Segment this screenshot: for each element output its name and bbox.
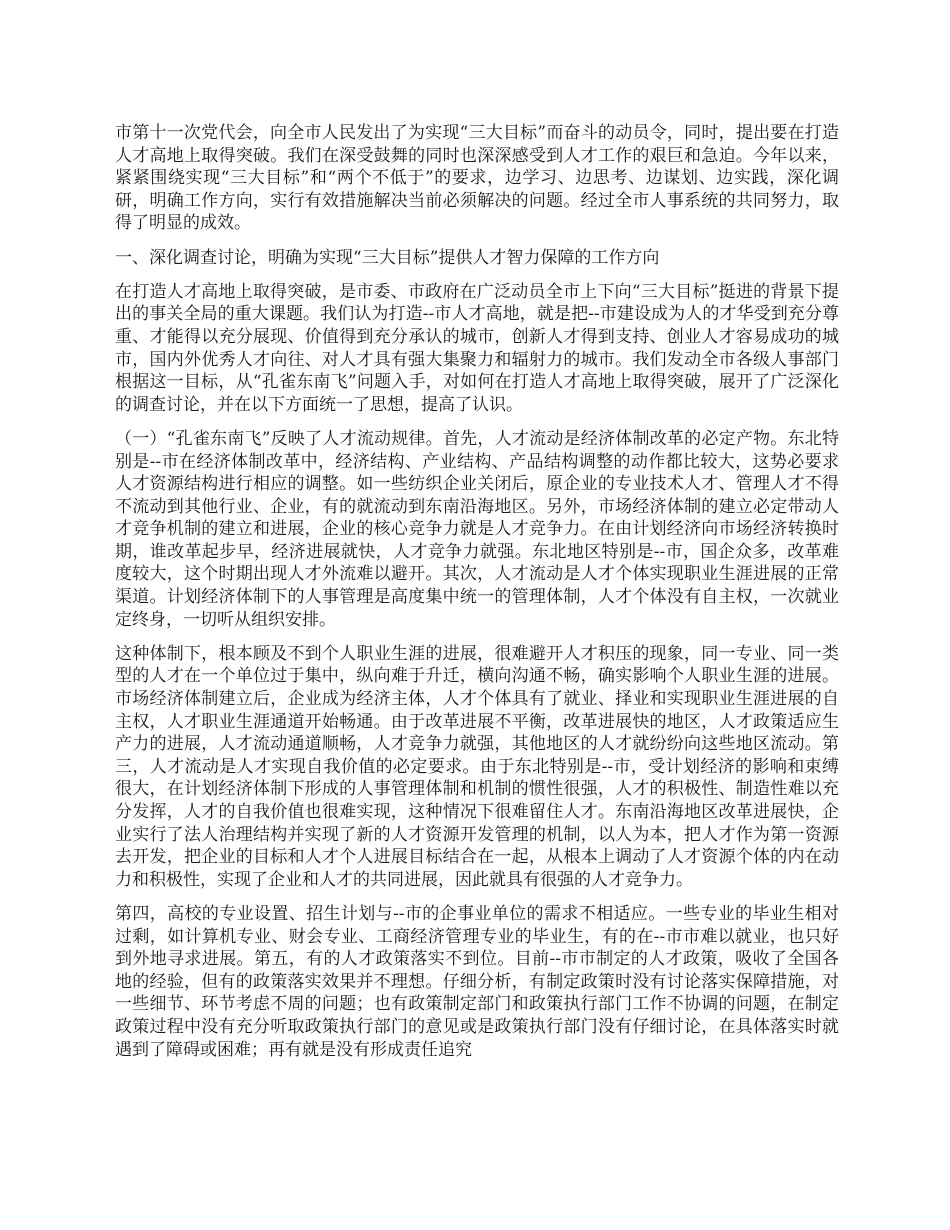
section-heading: 一、深化调查讨论，明确为实现“三大目标”提供人才智力保障的工作方向 — [115, 247, 660, 268]
body-paragraph: 第四，高校的专业设置、招生计划与--市的企事业单位的需求不相适应。一些专业的毕业生相对过剩，如计算机专业、财会专业、工商经济管理专业的毕业生，有的在--市市难以就业，也只好到外地寻求进展。第五，有的人才政策落实不到位。目前--市市制定的人才政策，吸收了全国各地的经验，但有的政策落实效果并不理想。仔细分析，有制定政策时没有讨论落实保障措施，对一些细节、环节考虑不周的问题；也有政策制定部门和政策执行部门工作不协调的问题，在制定政策过程中没有充分听取政策执行部门的意见或是政策执行部门没有仔细讨论，在具体落实时就遇到了障碍或困难；再有就是没有形成责任追究 — [115, 903, 839, 1060]
body-paragraph: 这种体制下，根本顾及不到个人职业生涯的进展，很难避开人才积压的现象，同一专业、同一类型的人才在一个单位过于集中，纵向难于升迁，横向沟通不畅，确实影响个人职业生涯的进展。市场经济体制建立后，企业成为经济主体，人才个体具有了就业、择业和实现职业生涯进展的自主权，人才职业生涯通道开始畅通。由于改革进展不平衡，改革进展快的地区，人才政策适应生产力的进展，人才流动通道顺畅，人才竞争力就强，其他地区的人才就纷纷向这些地区流动。第三，人才流动是人才实现自我价值的必定要求。由于东北特别是--市，受计划经济的影响和束缚很大，在计划经济体制下形成的人事管理体制和机制的惯性很强，人才的积极性、制造性难以充分发挥，人才的自我价值也很难实现，这种情况下很难留住人才。东南沿海地区改革进展快，企业实行了法人治理结构并实现了新的人才资源开发管理的机制，以人为本，把人才作为第一资源去开发，把企业的目标和人才个人进展目标结合在一起，从根本上调动了人才资源个体的内在动力和积极性，实现了企业和人才的共同进展，因此就具有很强的人才竞争力。 — [115, 643, 839, 890]
body-paragraph: （一）“孔雀东南飞”反映了人才流动规律。首先，人才流动是经济体制改革的必定产物。东北特别是--市在经济体制改革中，经济结构、产业结构、产品结构调整的动作都比较大，这势必要求人才资源结构进行相应的调整。如一些纺织企业关闭后，原企业的专业技术人才、管理人才不得不流动到其他行业、企业，有的就流动到东南沿海地区。另外，市场经济体制的建立必定带动人才竞争机制的建立和进展，企业的核心竞争力就是人才竞争力。在由计划经济向市场经济转换时期，谁改革起步早，经济进展就快，人才竞争力就强。东北地区特别是--市，国企众多，改革难度较大，这个时期出现人才外流难以避开。其次，人才流动是人才个体实现职业生涯进展的正常渠道。计划经济体制下的人事管理是高度集中统一的管理体制，人才个体没有自主权，一次就业定终身，一切听从组织安排。 — [115, 428, 839, 630]
intro-paragraph: 市第十一次党代会，向全市人民发出了为实现“三大目标”而奋斗的动员令，同时，提出要在打造人才高地上取得突破。我们在深受鼓舞的同时也深深感受到人才工作的艰巨和急迫。今年以来，紧紧围绕实现“三大目标”和“两个不低于”的要求，边学习、边思考、边谋划、边实践，深化调研，明确工作方向，实行有效措施解决当前必须解决的问题。经过全市人事系统的共同努力，取得了明显的成效。 — [115, 123, 839, 234]
document-body — [115, 122, 839, 1073]
body-paragraph: 在打造人才高地上取得突破，是市委、市政府在广泛动员全市上下向“三大目标”挺进的背景下提出的事关全局的重大课题。我们认为打造--市人才高地，就是把--市建设成为人的才华受到充分尊重、才能得以充分展现、价值得到充分承认的城市，创新人才得到支持、创业人才容易成功的城市，国内外优秀人才向往、对人才具有强大集聚力和辐射力的城市。我们发动全市各级人事部门根据这一目标，从“孔雀东南飞”问题入手，对如何在打造人才高地上取得突破，展开了广泛深化的调查讨论，并在以下方面统一了思想，提高了认识。 — [115, 281, 839, 415]
